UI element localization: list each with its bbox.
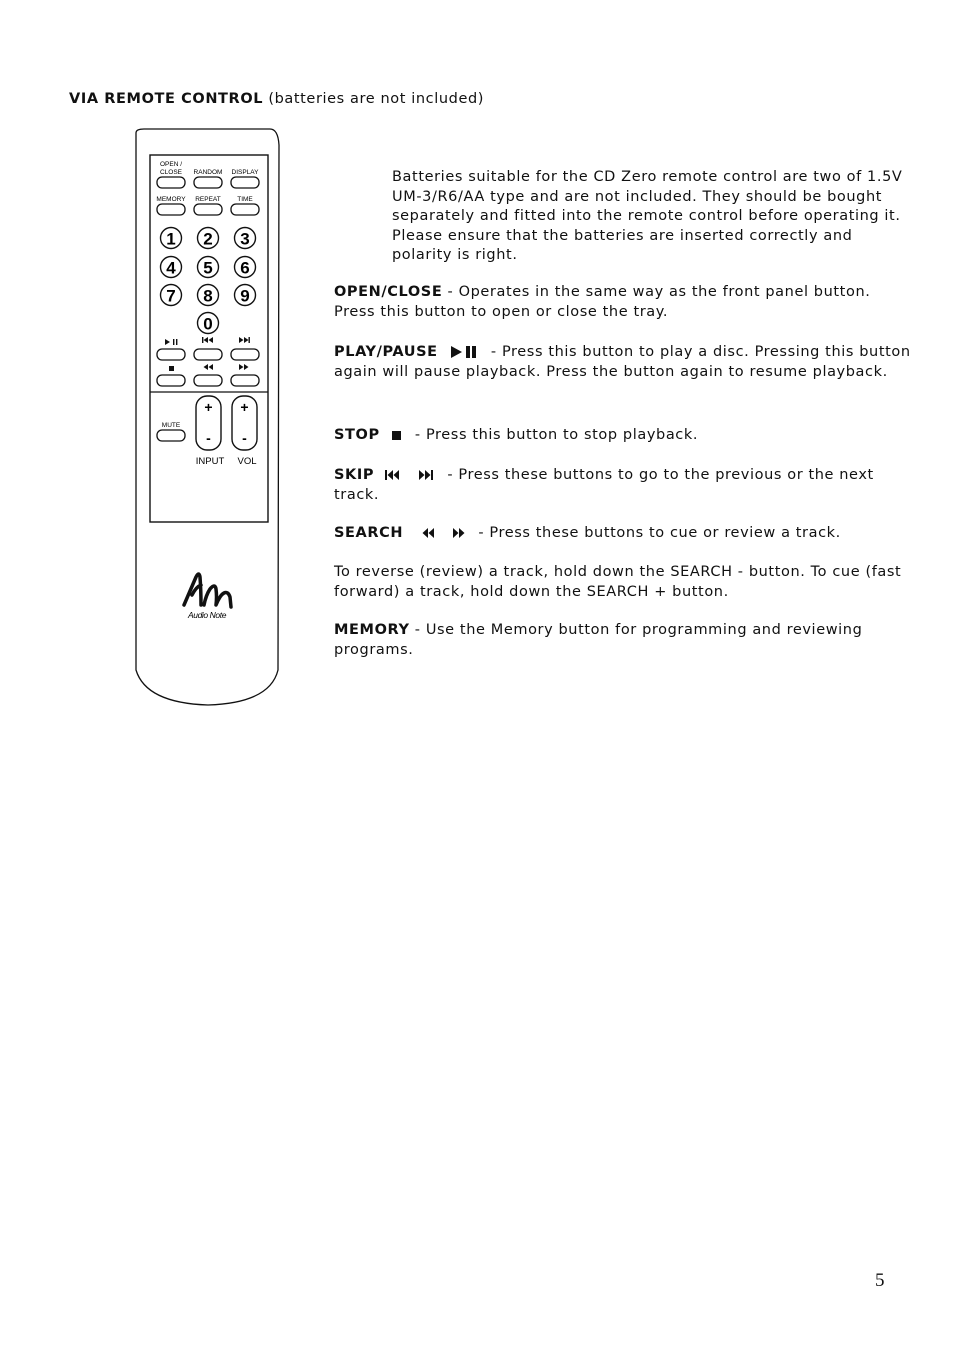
digit-label: 6 — [240, 258, 250, 278]
digit-label: 9 — [240, 286, 250, 306]
brand-label: Audio Note — [187, 610, 227, 620]
time-button[interactable] — [231, 204, 259, 215]
skip-back-icon — [382, 468, 404, 482]
open-close-text: - Operates in the same way as the front panel button. Press this button to open or close the tray. — [334, 284, 871, 320]
digit-label: 4 — [166, 258, 176, 278]
digit-label: 7 — [166, 286, 176, 306]
heading-bold: VIA REMOTE CONTROL — [69, 91, 264, 107]
play-pause-text: - Press this button to play a disc. Pressing this button again will pause playback. Press the button again to resume playback. — [334, 344, 911, 380]
display-button[interactable] — [231, 177, 259, 188]
rewind-icon — [419, 526, 439, 540]
stop-icon — [169, 366, 174, 371]
stop-title: STOP — [334, 427, 380, 443]
repeat-button[interactable] — [194, 204, 222, 215]
memory-text: - Use the Memory button for programming and reviewing programs. — [334, 622, 863, 658]
memory-label: MEMORY — [156, 196, 186, 203]
digit-button-3[interactable] — [235, 228, 256, 249]
repeat-label: REPEAT — [195, 196, 221, 203]
display-label: DISPLAY — [231, 169, 259, 176]
skip-forward-button[interactable] — [231, 349, 259, 360]
skip-text: - Press these buttons to go to the previous or the next track. — [334, 467, 874, 503]
stop-text: - Press this button to stop playback. — [409, 427, 699, 443]
digit-label: 2 — [203, 229, 213, 249]
open-close-button[interactable] — [157, 177, 185, 188]
mute-label: MUTE — [161, 422, 181, 429]
close-label: CLOSE — [159, 169, 183, 176]
skip-back-button[interactable] — [194, 349, 222, 360]
fast-forward-button[interactable] — [231, 375, 259, 386]
mute-button[interactable] — [157, 430, 185, 441]
digit-button-2[interactable] — [198, 228, 219, 249]
time-label: TIME — [237, 196, 253, 203]
play-pause-button[interactable] — [157, 349, 185, 360]
digit-button-1[interactable] — [161, 228, 182, 249]
vol-plus-label: + — [240, 399, 249, 415]
digit-button-4[interactable] — [161, 257, 182, 278]
digit-button-0[interactable] — [198, 313, 219, 334]
fast-forward-icon — [449, 526, 469, 540]
skip-forward-icon — [416, 468, 438, 482]
digit-label: 8 — [203, 286, 213, 306]
stop-section — [334, 426, 914, 446]
play-pause-title: PLAY/PAUSE — [334, 344, 438, 360]
digit-button-7[interactable] — [161, 285, 182, 306]
page-number: 5 — [875, 1270, 885, 1291]
open-label: OPEN / — [159, 161, 183, 168]
reverse-paragraph: To reverse (review) a track, hold down the SEARCH - button. To cue (fast forward) a track, hold down the SEARCH + button. — [334, 564, 902, 600]
play-pause-section — [334, 343, 914, 382]
memory-title: MEMORY — [334, 622, 410, 638]
memory-button[interactable] — [157, 204, 185, 215]
open-close-title: OPEN/CLOSE — [334, 284, 443, 300]
search-text: - Press these buttons to cue or review a track. — [473, 525, 841, 541]
skip-section — [334, 466, 914, 505]
digit-label: 1 — [166, 229, 176, 249]
random-button[interactable] — [194, 177, 222, 188]
stop-icon — [388, 428, 406, 442]
play-pause-icon — [448, 344, 482, 360]
digit-label: 0 — [203, 314, 213, 334]
input-label: INPUT — [195, 456, 225, 467]
random-label: RANDOM — [193, 169, 223, 176]
input-minus-label: - — [206, 430, 211, 446]
skip-title: SKIP — [334, 467, 375, 483]
digit-button-6[interactable] — [235, 257, 256, 278]
digit-button-5[interactable] — [198, 257, 219, 278]
memory-section — [334, 621, 914, 660]
search-section — [334, 524, 914, 544]
vol-minus-label: - — [242, 430, 247, 446]
digit-label: 3 — [240, 229, 250, 249]
section-heading — [69, 91, 484, 107]
rewind-button[interactable] — [194, 375, 222, 386]
remote-control-illustration — [130, 125, 290, 710]
digit-label: 5 — [203, 258, 213, 278]
digit-button-8[interactable] — [198, 285, 219, 306]
digit-button-9[interactable] — [235, 285, 256, 306]
intro-paragraph: Batteries suitable for the CD Zero remote control are two of 1.5V UM-3/R6/AA type and are not included. They should be bought separately and fitted into the remote control before operating it. Please ensure that the batteries are inserted correctly and polarity is right. — [392, 169, 903, 263]
vol-label: VOL — [237, 456, 257, 467]
open-close-section — [334, 283, 914, 322]
heading-note: (batteries are not included) — [268, 91, 485, 107]
stop-button[interactable] — [157, 375, 185, 386]
input-plus-label: + — [204, 399, 213, 415]
search-title: SEARCH — [334, 525, 404, 541]
